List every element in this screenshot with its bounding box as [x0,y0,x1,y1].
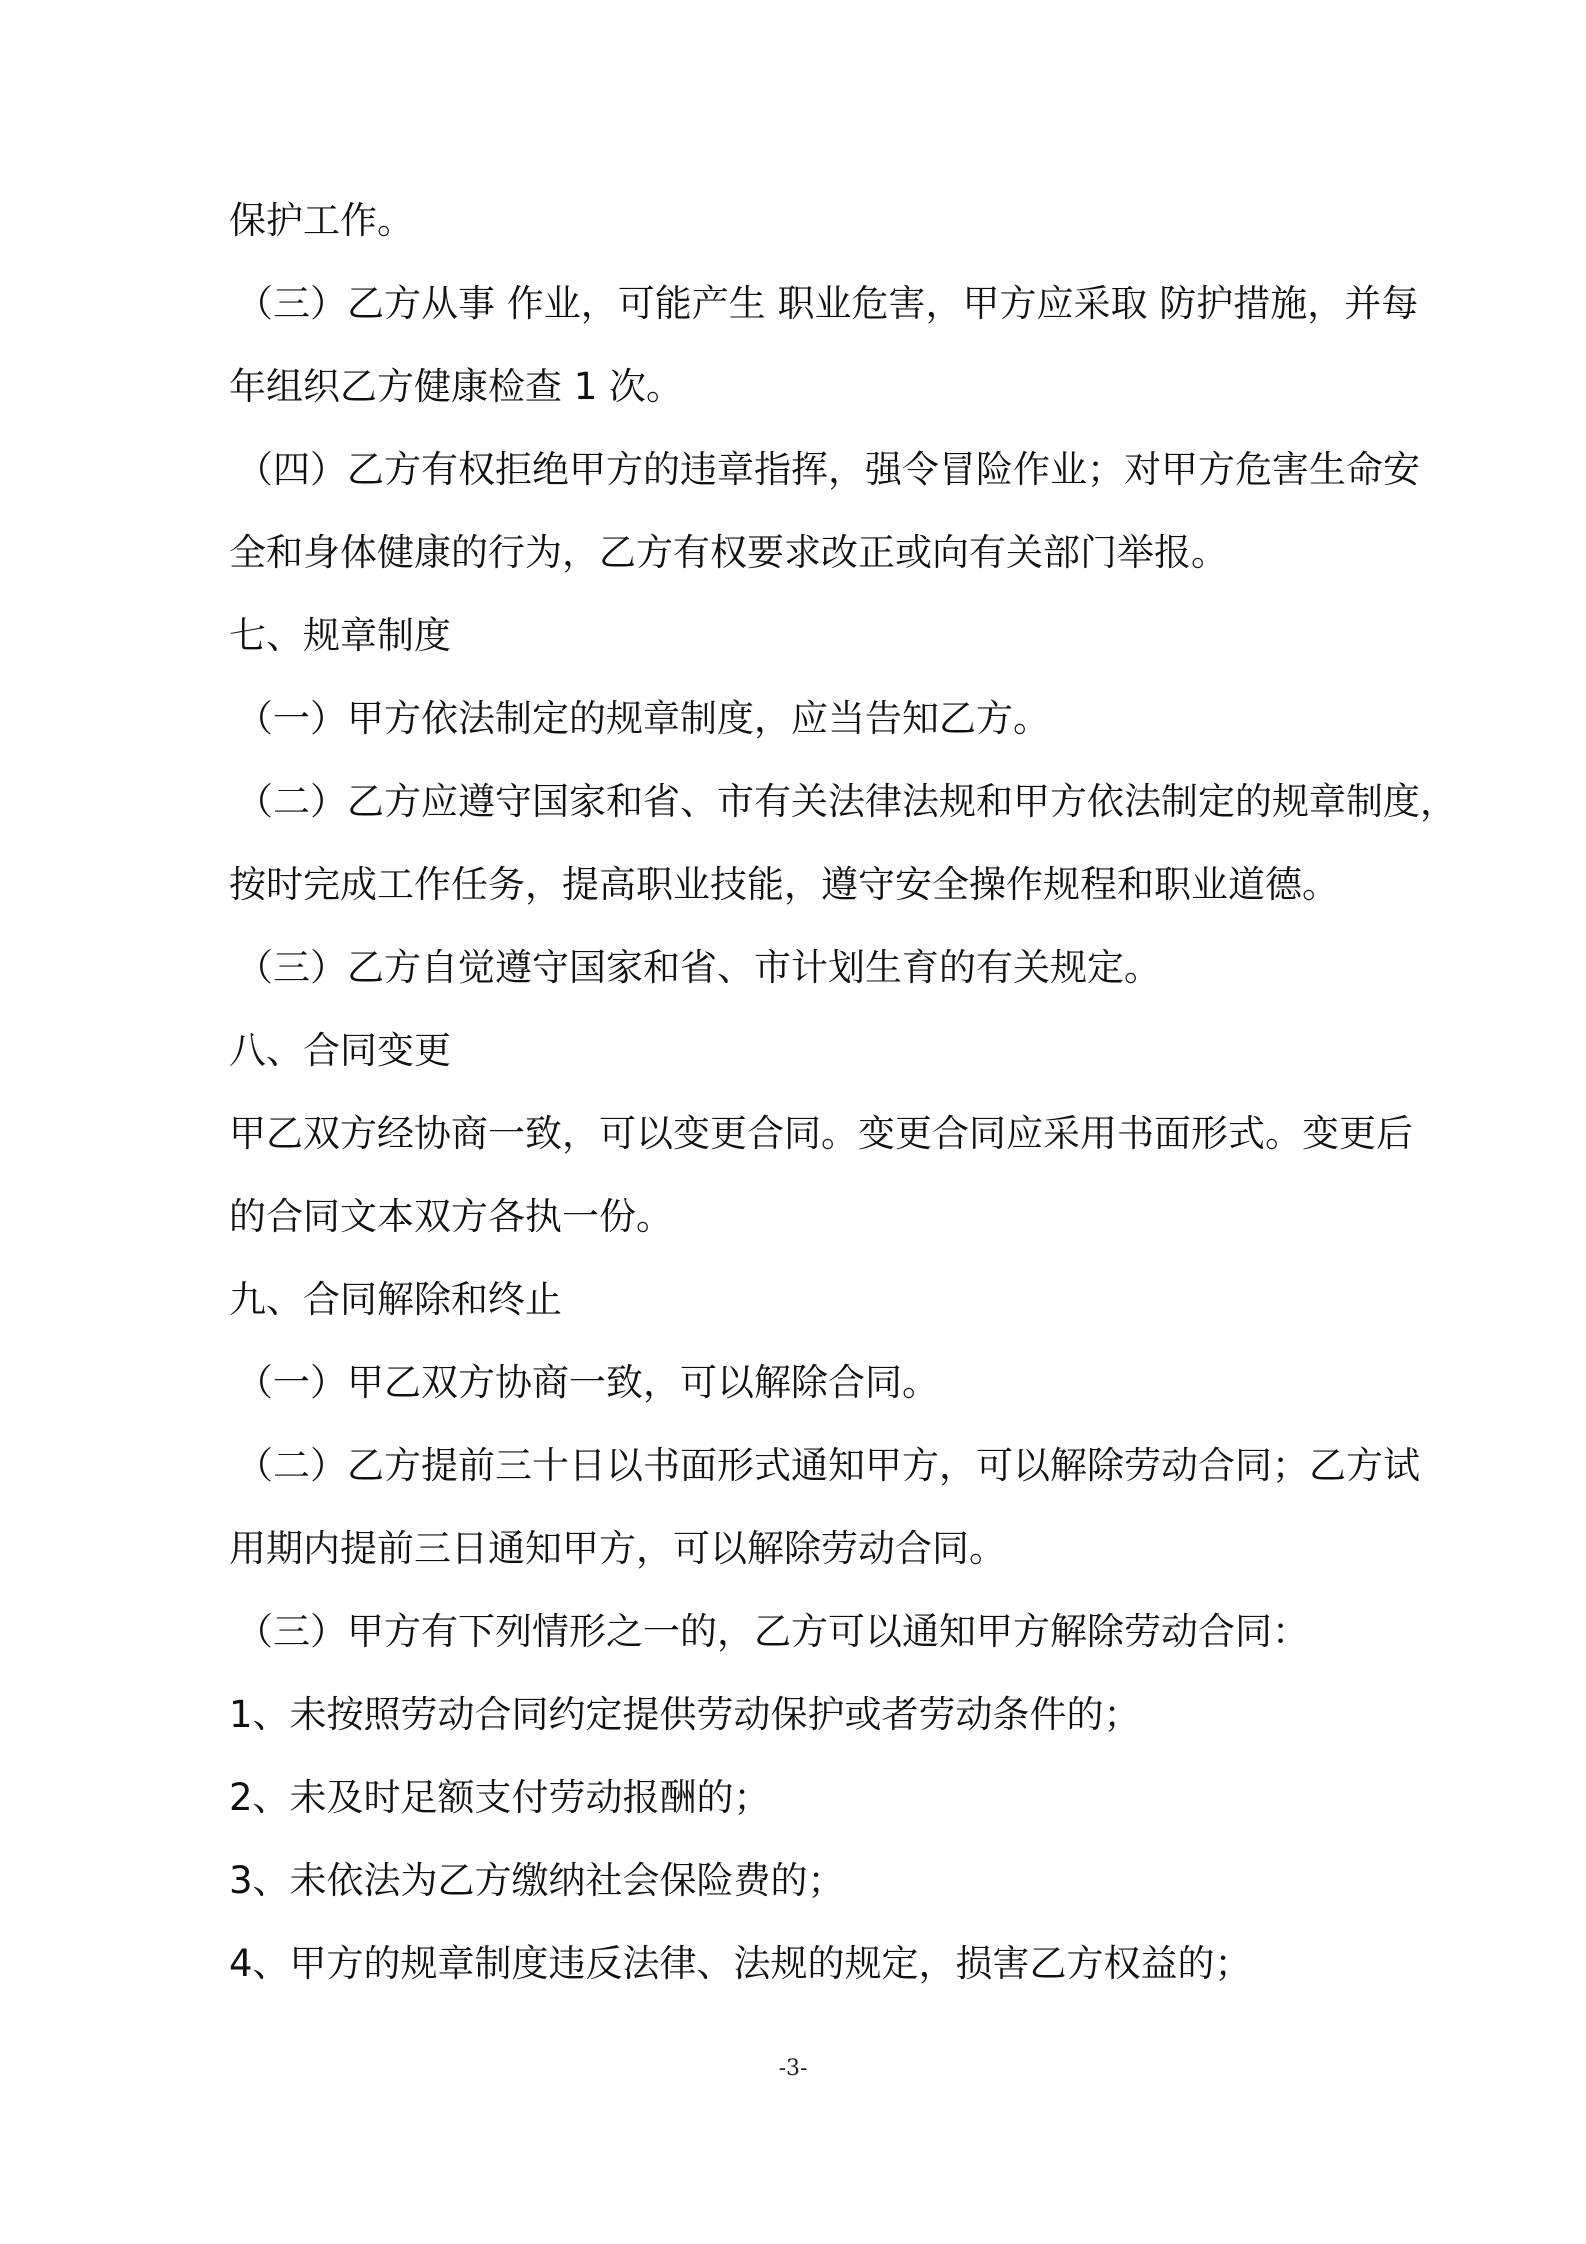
text-line: 甲乙双方经协商一致，可以变更合同。变更合同应采用书面形式。变更后 [229,1112,1413,1155]
text-line: （一）甲方依法制定的规章制度，应当告知乙方。 [236,697,1050,740]
text-line: 用期内提前三日通知甲方，可以解除劳动合同。 [229,1527,1006,1570]
list-item: 4、甲方的规章制度违反法律、法规的规定，损害乙方权益的； [229,1942,1252,1985]
page-number: -3- [778,2056,808,2081]
text-line: （三）甲方有下列情形之一的，乙方可以通知甲方解除劳动合同： [236,1610,1309,1653]
text-line: 保护工作。 [229,199,414,242]
text-line: （二）乙方提前三十日以书面形式通知甲方，可以解除劳动合同；乙方试 [236,1444,1420,1487]
text-line: 全和身体健康的行为，乙方有权要求改正或向有关部门举报。 [229,531,1228,574]
section-heading: 九、合同解除和终止 [229,1278,562,1321]
list-item: 2、未及时足额支付劳动报酬的； [229,1776,771,1819]
text-line: （四）乙方有权拒绝甲方的违章指挥，强令冒险作业；对甲方危害生命安 [236,448,1420,491]
text-line: 的合同文本双方各执一份。 [229,1195,673,1238]
text-line: （三）乙方自觉遵守国家和省、市计划生育的有关规定。 [236,946,1161,989]
list-item: 3、未依法为乙方缴纳社会保险费的； [229,1859,845,1902]
text-line: 年组织乙方健康检查 1 次。 [229,365,684,408]
text-line: （一）甲乙双方协商一致，可以解除合同。 [236,1361,939,1404]
text-line: （二）乙方应遵守国家和省、市有关法律法规和甲方依法制定的规章制度， [236,780,1457,823]
section-heading: 八、合同变更 [229,1029,451,1072]
text-line: 按时完成工作任务，提高职业技能，遵守安全操作规程和职业道德。 [229,863,1339,906]
section-heading: 七、规章制度 [229,614,451,657]
text-line: （三）乙方从事 作业，可能产生 职业危害，甲方应采取 防护措施，并每 [236,282,1419,325]
list-item: 1、未按照劳动合同约定提供劳动保护或者劳动条件的； [229,1693,1141,1736]
